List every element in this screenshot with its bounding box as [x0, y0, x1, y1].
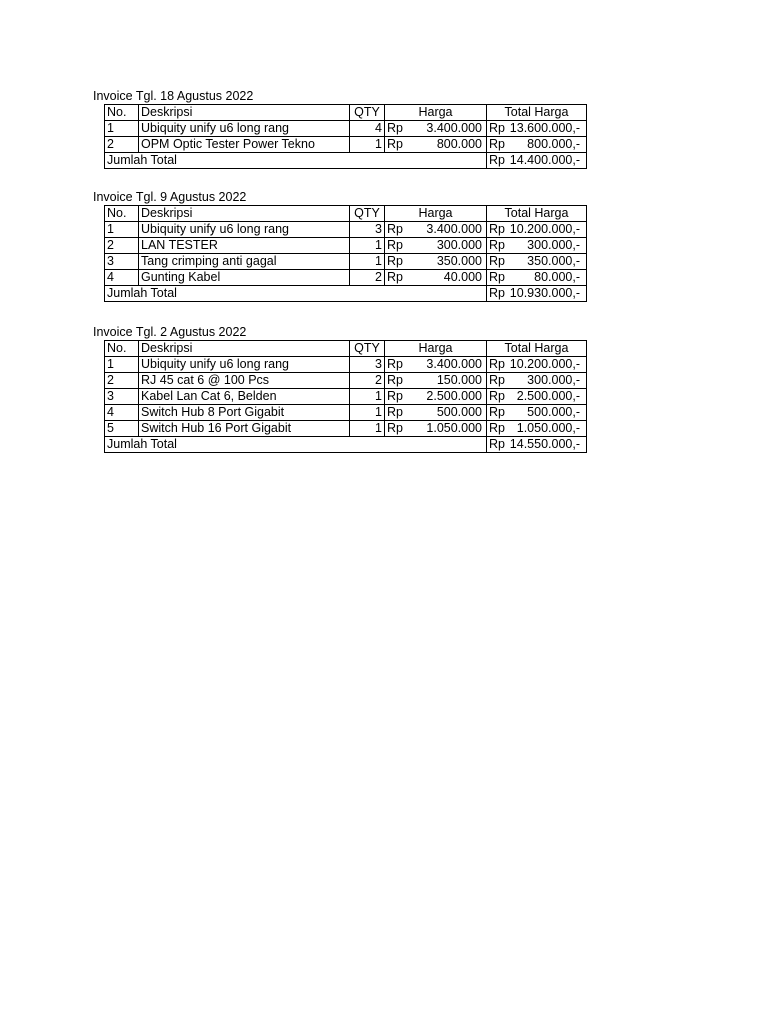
currency: Rp	[489, 357, 505, 371]
amount: 2.500.000,-	[516, 389, 580, 403]
amount: 1.050.000	[426, 421, 482, 435]
total-label: Jumlah Total	[105, 437, 487, 453]
row-qty: 1	[350, 405, 385, 421]
currency: Rp	[387, 270, 403, 284]
row-total	[487, 373, 587, 389]
row-desc: Tang crimping anti gagal	[139, 254, 350, 270]
row-total	[487, 254, 587, 270]
amount: 300.000,-	[527, 373, 580, 387]
amount: 13.600.000,-	[509, 121, 580, 135]
row-no: 2	[105, 373, 139, 389]
row-no: 4	[105, 405, 139, 421]
table-row	[105, 137, 587, 153]
currency: Rp	[489, 254, 505, 268]
header-total-harga: Total Harga	[487, 206, 587, 222]
total-row	[105, 153, 587, 169]
amount: 300.000	[436, 238, 482, 252]
row-harga	[385, 405, 487, 421]
currency: Rp	[489, 153, 505, 167]
row-desc: LAN TESTER	[139, 238, 350, 254]
currency: Rp	[489, 405, 505, 419]
header-total-harga: Total Harga	[487, 341, 587, 357]
row-harga	[385, 222, 487, 238]
amount: 500.000	[436, 405, 482, 419]
amount: 800.000	[436, 137, 482, 151]
table-row	[105, 254, 587, 270]
currency: Rp	[387, 238, 403, 252]
row-no: 3	[105, 389, 139, 405]
row-desc: Gunting Kabel	[139, 270, 350, 286]
currency: Rp	[489, 238, 505, 252]
row-qty: 1	[350, 137, 385, 153]
row-total	[487, 270, 587, 286]
amount: 150.000	[436, 373, 482, 387]
row-desc: Ubiquity unify u6 long rang	[139, 222, 350, 238]
table-row	[105, 389, 587, 405]
total-row	[105, 286, 587, 302]
row-no: 2	[105, 238, 139, 254]
row-harga	[385, 357, 487, 373]
amount: 10.930.000,-	[509, 286, 580, 300]
header-row	[105, 105, 587, 121]
row-qty: 2	[350, 373, 385, 389]
row-harga	[385, 373, 487, 389]
invoice-table	[104, 340, 587, 453]
row-no: 3	[105, 254, 139, 270]
header-harga: Harga	[385, 206, 487, 222]
row-total	[487, 405, 587, 421]
amount: 80.000,-	[534, 270, 580, 284]
invoice-2	[93, 189, 587, 302]
amount: 2.500.000	[426, 389, 482, 403]
currency: Rp	[489, 137, 505, 151]
currency: Rp	[387, 137, 403, 151]
invoice-table	[104, 205, 587, 302]
amount: 40.000	[443, 270, 482, 284]
currency: Rp	[387, 373, 403, 387]
currency: Rp	[387, 389, 403, 403]
total-label: Jumlah Total	[105, 153, 487, 169]
header-qty: QTY	[350, 206, 385, 222]
invoice-3	[93, 324, 587, 453]
table-row	[105, 270, 587, 286]
row-no: 1	[105, 222, 139, 238]
row-harga	[385, 270, 487, 286]
currency: Rp	[387, 405, 403, 419]
invoice-title: Invoice Tgl. 18 Agustus 2022	[93, 89, 254, 103]
currency: Rp	[489, 373, 505, 387]
invoice-1	[93, 88, 587, 169]
total-label: Jumlah Total	[105, 286, 487, 302]
row-harga	[385, 137, 487, 153]
amount: 800.000,-	[527, 137, 580, 151]
row-desc: Kabel Lan Cat 6, Belden	[139, 389, 350, 405]
row-no: 1	[105, 357, 139, 373]
row-total	[487, 357, 587, 373]
amount: 500.000,-	[527, 405, 580, 419]
amount: 10.200.000,-	[509, 357, 580, 371]
invoice-title: Invoice Tgl. 9 Agustus 2022	[93, 190, 247, 204]
header-qty: QTY	[350, 105, 385, 121]
currency: Rp	[489, 121, 505, 135]
row-no: 1	[105, 121, 139, 137]
table-row	[105, 238, 587, 254]
amount: 350.000	[436, 254, 482, 268]
header-harga: Harga	[385, 105, 487, 121]
amount: 3.400.000	[426, 357, 482, 371]
header-no: No.	[105, 341, 139, 357]
total-value	[487, 437, 587, 453]
row-qty: 1	[350, 238, 385, 254]
currency: Rp	[489, 437, 505, 451]
currency: Rp	[387, 357, 403, 371]
row-total	[487, 238, 587, 254]
row-no: 2	[105, 137, 139, 153]
header-no: No.	[105, 206, 139, 222]
row-desc: Switch Hub 8 Port Gigabit	[139, 405, 350, 421]
row-qty: 1	[350, 421, 385, 437]
currency: Rp	[387, 254, 403, 268]
row-qty: 3	[350, 357, 385, 373]
total-value	[487, 153, 587, 169]
amount: 14.550.000,-	[509, 437, 580, 451]
table-row	[105, 405, 587, 421]
amount: 300.000,-	[527, 238, 580, 252]
total-row	[105, 437, 587, 453]
row-harga	[385, 238, 487, 254]
header-no: No.	[105, 105, 139, 121]
currency: Rp	[489, 389, 505, 403]
row-qty: 3	[350, 222, 385, 238]
amount: 14.400.000,-	[509, 153, 580, 167]
row-harga	[385, 121, 487, 137]
row-total	[487, 137, 587, 153]
currency: Rp	[387, 121, 403, 135]
currency: Rp	[387, 222, 403, 236]
row-desc: OPM Optic Tester Power Tekno	[139, 137, 350, 153]
header-row	[105, 206, 587, 222]
total-value	[487, 286, 587, 302]
header-deskripsi: Deskripsi	[139, 341, 350, 357]
row-desc: Switch Hub 16 Port Gigabit	[139, 421, 350, 437]
row-harga	[385, 389, 487, 405]
header-harga: Harga	[385, 341, 487, 357]
row-desc: RJ 45 cat 6 @ 100 Pcs	[139, 373, 350, 389]
row-no: 5	[105, 421, 139, 437]
row-harga	[385, 421, 487, 437]
header-deskripsi: Deskripsi	[139, 206, 350, 222]
row-desc: Ubiquity unify u6 long rang	[139, 121, 350, 137]
table-row	[105, 222, 587, 238]
row-qty: 2	[350, 270, 385, 286]
row-harga	[385, 254, 487, 270]
row-total	[487, 389, 587, 405]
row-desc: Ubiquity unify u6 long rang	[139, 357, 350, 373]
invoice-title: Invoice Tgl. 2 Agustus 2022	[93, 325, 247, 339]
row-qty: 1	[350, 254, 385, 270]
table-row	[105, 121, 587, 137]
row-total	[487, 222, 587, 238]
amount: 350.000,-	[527, 254, 580, 268]
header-deskripsi: Deskripsi	[139, 105, 350, 121]
header-row	[105, 341, 587, 357]
row-qty: 4	[350, 121, 385, 137]
currency: Rp	[489, 286, 505, 300]
currency: Rp	[387, 421, 403, 435]
amount: 3.400.000	[426, 121, 482, 135]
currency: Rp	[489, 270, 505, 284]
row-no: 4	[105, 270, 139, 286]
currency: Rp	[489, 421, 505, 435]
header-qty: QTY	[350, 341, 385, 357]
table-row	[105, 373, 587, 389]
header-total-harga: Total Harga	[487, 105, 587, 121]
table-row	[105, 421, 587, 437]
invoice-table	[104, 104, 587, 169]
amount: 1.050.000,-	[516, 421, 580, 435]
amount: 10.200.000,-	[509, 222, 580, 236]
row-qty: 1	[350, 389, 385, 405]
row-total	[487, 121, 587, 137]
currency: Rp	[489, 222, 505, 236]
table-row	[105, 357, 587, 373]
row-total	[487, 421, 587, 437]
amount: 3.400.000	[426, 222, 482, 236]
